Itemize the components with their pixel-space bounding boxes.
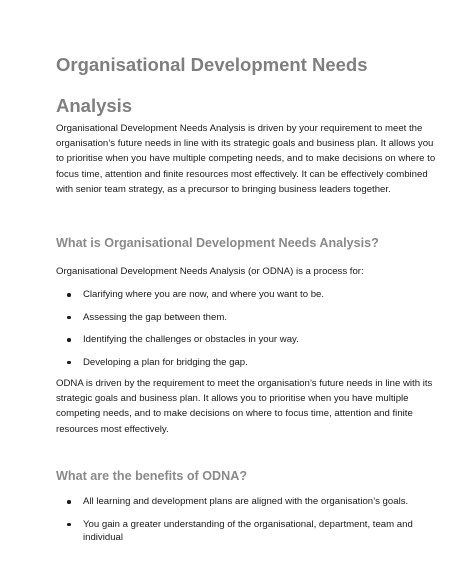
list-item-text: Clarifying where you are now, and where you want to be. [83, 289, 325, 300]
list-item [56, 288, 446, 311]
list-item [56, 495, 446, 518]
list-item [56, 311, 446, 334]
list-item-text: Assessing the gap between them. [83, 311, 227, 323]
bullet-icon [67, 361, 71, 365]
list-item-text: Identifying the challenges or obstacles in your way. [83, 334, 299, 346]
list-item [56, 333, 446, 356]
section-heading-benefits: What are the benefits of ODNA? [56, 469, 248, 483]
bullet-icon [67, 338, 71, 342]
bullet-icon [67, 523, 71, 527]
section-lead-text: Organisational Development Needs Analysis (or ODNA) is a process for: [56, 266, 364, 277]
bullet-icon [67, 500, 71, 504]
benefits-list [56, 495, 446, 543]
list-item [56, 518, 446, 541]
bullet-icon [67, 316, 71, 320]
intro-paragraph: Organisational Development Needs Analysis is driven by your requirement to meet the organisation’s future needs in line with its strategic goals and business plan. It allows you to prioritise when you have multiple competing needs, and to make decisions on where to focus time, attention and finite resources most effectively. It can be effectively combined with senior team strategy, as a precursor to bringing business leaders together. [56, 123, 436, 195]
list-item [56, 356, 446, 379]
list-item-text: Developing a plan for bridging the gap. [83, 356, 248, 368]
section-heading-what-is-odna: What is Organisational Development Needs Analysis? [56, 236, 379, 250]
document-title: Organisational Development Needs Analysis [56, 54, 368, 116]
odna-description-paragraph: ODNA is driven by the requirement to meet the organisation’s future needs in line with its strategic goals and business plan. It allows you to prioritise when you have multiple competing needs, and to make decisions on where to focus time, attention and finite resources most effectively. [56, 378, 433, 435]
bullet-icon [67, 293, 71, 297]
odna-process-list [56, 288, 446, 378]
list-item-text: All learning and development plans are aligned with the organisation’s goals. [83, 496, 409, 507]
list-item-text: You gain a greater understanding of the organisational, department, team and individual [83, 518, 413, 543]
